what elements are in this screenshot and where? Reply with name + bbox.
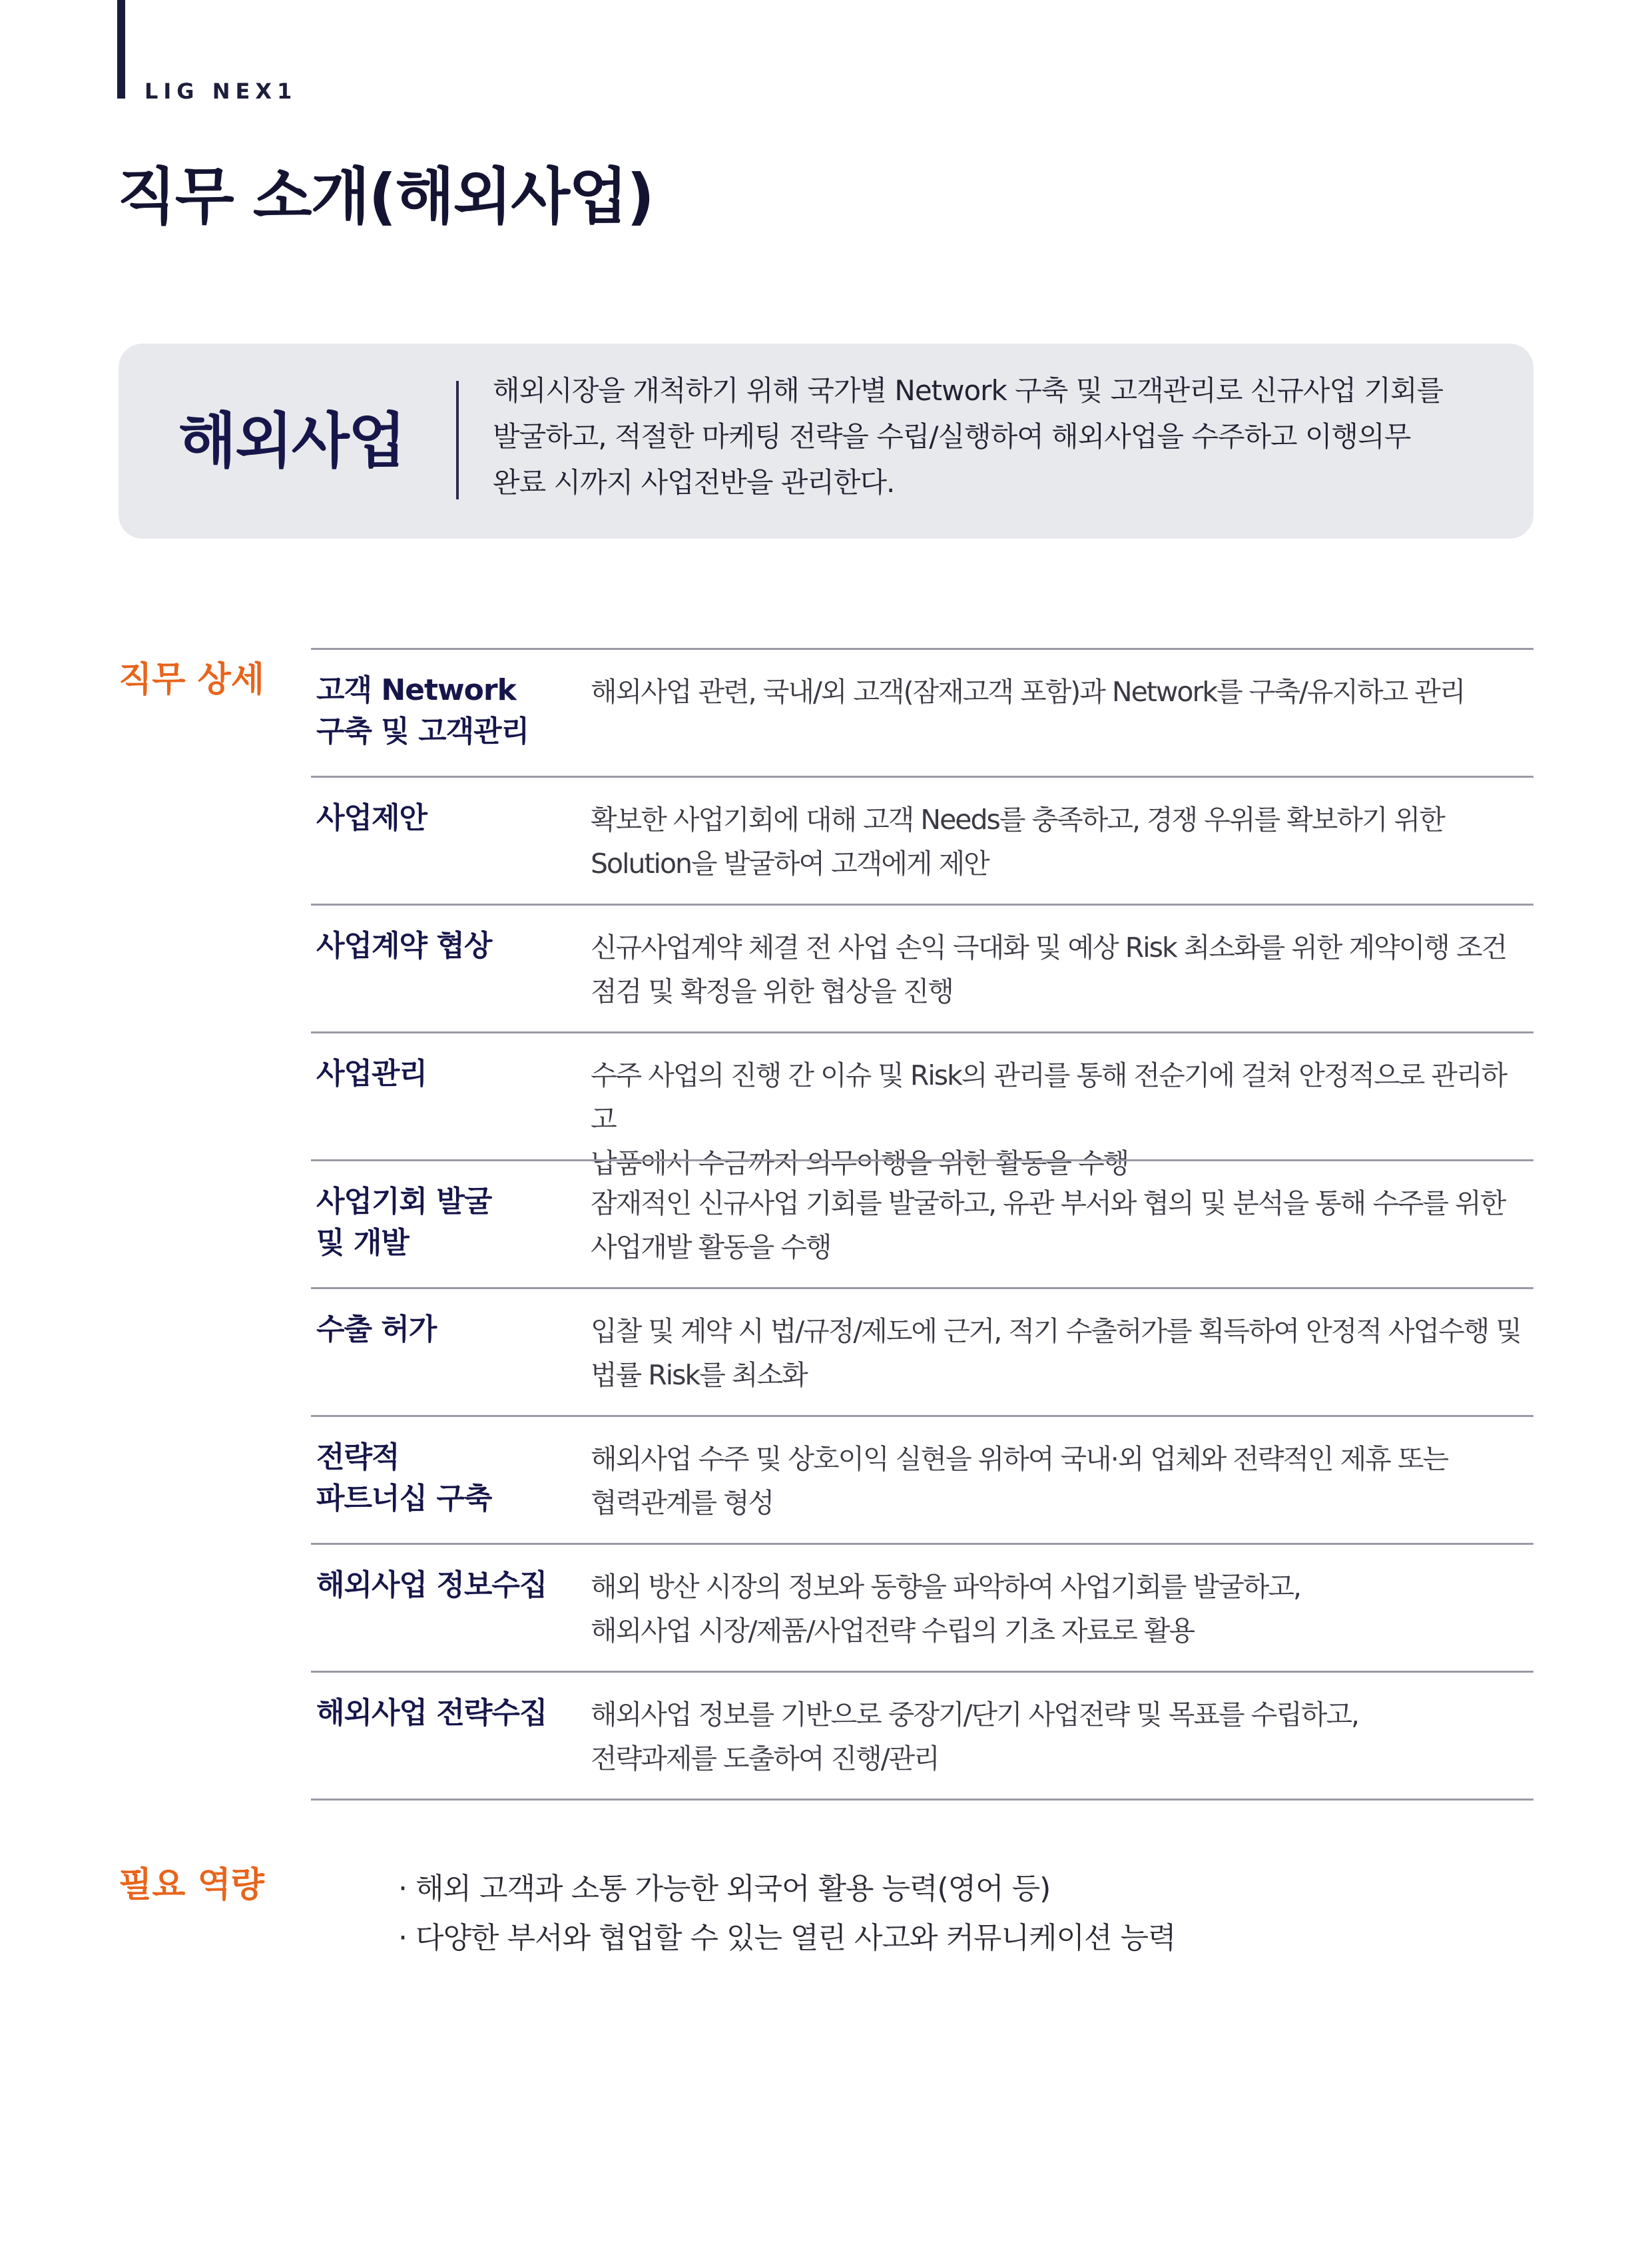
row-heading: 수출 허가	[316, 1312, 437, 1346]
table-row	[311, 904, 1533, 1031]
row-description: 해외사업 정보를 기반으로 중장기/단기 사업전략 및 목표를 수립하고, 전략과제를 도출하여 진행/관리	[591, 1699, 1359, 1775]
summary-line: 완료 시까지 사업전반을 관리한다.	[493, 466, 895, 499]
table-row	[311, 1031, 1533, 1179]
row-description: 입찰 및 계약 시 법/규정/제도에 근거, 적기 수출허가를 획득하여 안정적 사업수행 및 법률 Risk를 최소화	[591, 1315, 1521, 1391]
row-description: 해외사업 수주 및 상호이익 실현을 위하여 국내·외 업체와 전략적인 제휴 또는 협력관계를 형성	[591, 1443, 1448, 1519]
row-heading: 전략적 파트너십 구축	[316, 1440, 492, 1516]
row-description: 수주 사업의 진행 간 이슈 및 Risk의 관리를 통해 전순기에 걸쳐 안정적으로 관리하고 납품에서 수금까지 의무이행을 위한 활동을 수행	[591, 1059, 1507, 1179]
required-skills-label: 필요 역량	[119, 1865, 265, 1905]
table-row	[311, 1415, 1533, 1543]
row-description: 해외 방산 시장의 정보와 동향을 파악하여 사업기회를 발굴하고, 해외사업 시장/제품/사업전략 수립의 기초 자료로 활용	[591, 1571, 1301, 1647]
summary-divider	[456, 381, 459, 499]
table-row	[311, 776, 1533, 904]
row-description: 잠재적인 신규사업 기회를 발굴하고, 유관 부서와 협의 및 분석을 통해 수주를 위한 사업개발 활동을 수행	[591, 1187, 1506, 1263]
summary-line: 발굴하고, 적절한 마케팅 전략을 수립/실행하여 해외사업을 수주하고 이행의무	[493, 420, 1411, 453]
table-row	[311, 1543, 1533, 1671]
summary-box	[119, 344, 1533, 539]
row-heading: 고객 Network 구축 및 고객관리	[316, 673, 529, 748]
list-item: · 다양한 부서와 협업할 수 있는 열린 사고와 커뮤니케이션 능력	[398, 1914, 1175, 1963]
table-row	[311, 648, 1533, 776]
table-row	[311, 1671, 1533, 1801]
row-heading: 해외사업 정보수집	[316, 1568, 547, 1602]
row-heading: 사업관리	[316, 1057, 427, 1091]
row-description: 신규사업계약 체결 전 사업 손익 극대화 및 예상 Risk 최소화를 위한 계약이행 조건 점검 및 확정을 위한 협상을 진행	[591, 932, 1507, 1007]
row-heading: 사업계약 협상	[316, 929, 492, 963]
summary-title: 해외사업	[178, 406, 405, 476]
table-row	[311, 1159, 1533, 1287]
summary-description	[493, 368, 1518, 505]
summary-line: 해외시장을 개척하기 위해 국가별 Network 구축 및 고객관리로 신규사업 기회를	[493, 374, 1444, 407]
header-accent-bar	[117, 0, 125, 99]
table-row	[311, 1287, 1533, 1415]
page-title: 직무 소개(해외사업)	[117, 161, 654, 232]
row-heading: 사업제안	[316, 801, 427, 835]
required-skills-list	[398, 1864, 1175, 1963]
job-detail-label: 직무 상세	[119, 660, 265, 700]
row-description: 확보한 사업기회에 대해 고객 Needs를 충족하고, 경쟁 우위를 확보하기 위한 Solution을 발굴하여 고객에게 제안	[591, 804, 1444, 880]
list-item: · 해외 고객과 소통 가능한 외국어 활용 능력(영어 등)	[398, 1864, 1175, 1914]
row-description: 해외사업 관련, 국내/외 고객(잠재고객 포함)과 Network를 구축/유지하고 관리	[591, 676, 1465, 708]
row-heading: 사업기회 발굴 및 개발	[316, 1185, 492, 1260]
row-heading: 해외사업 전략수집	[316, 1696, 547, 1730]
job-detail-table	[311, 648, 1533, 1801]
brand-logo-text: LIG NEX1	[144, 79, 298, 104]
